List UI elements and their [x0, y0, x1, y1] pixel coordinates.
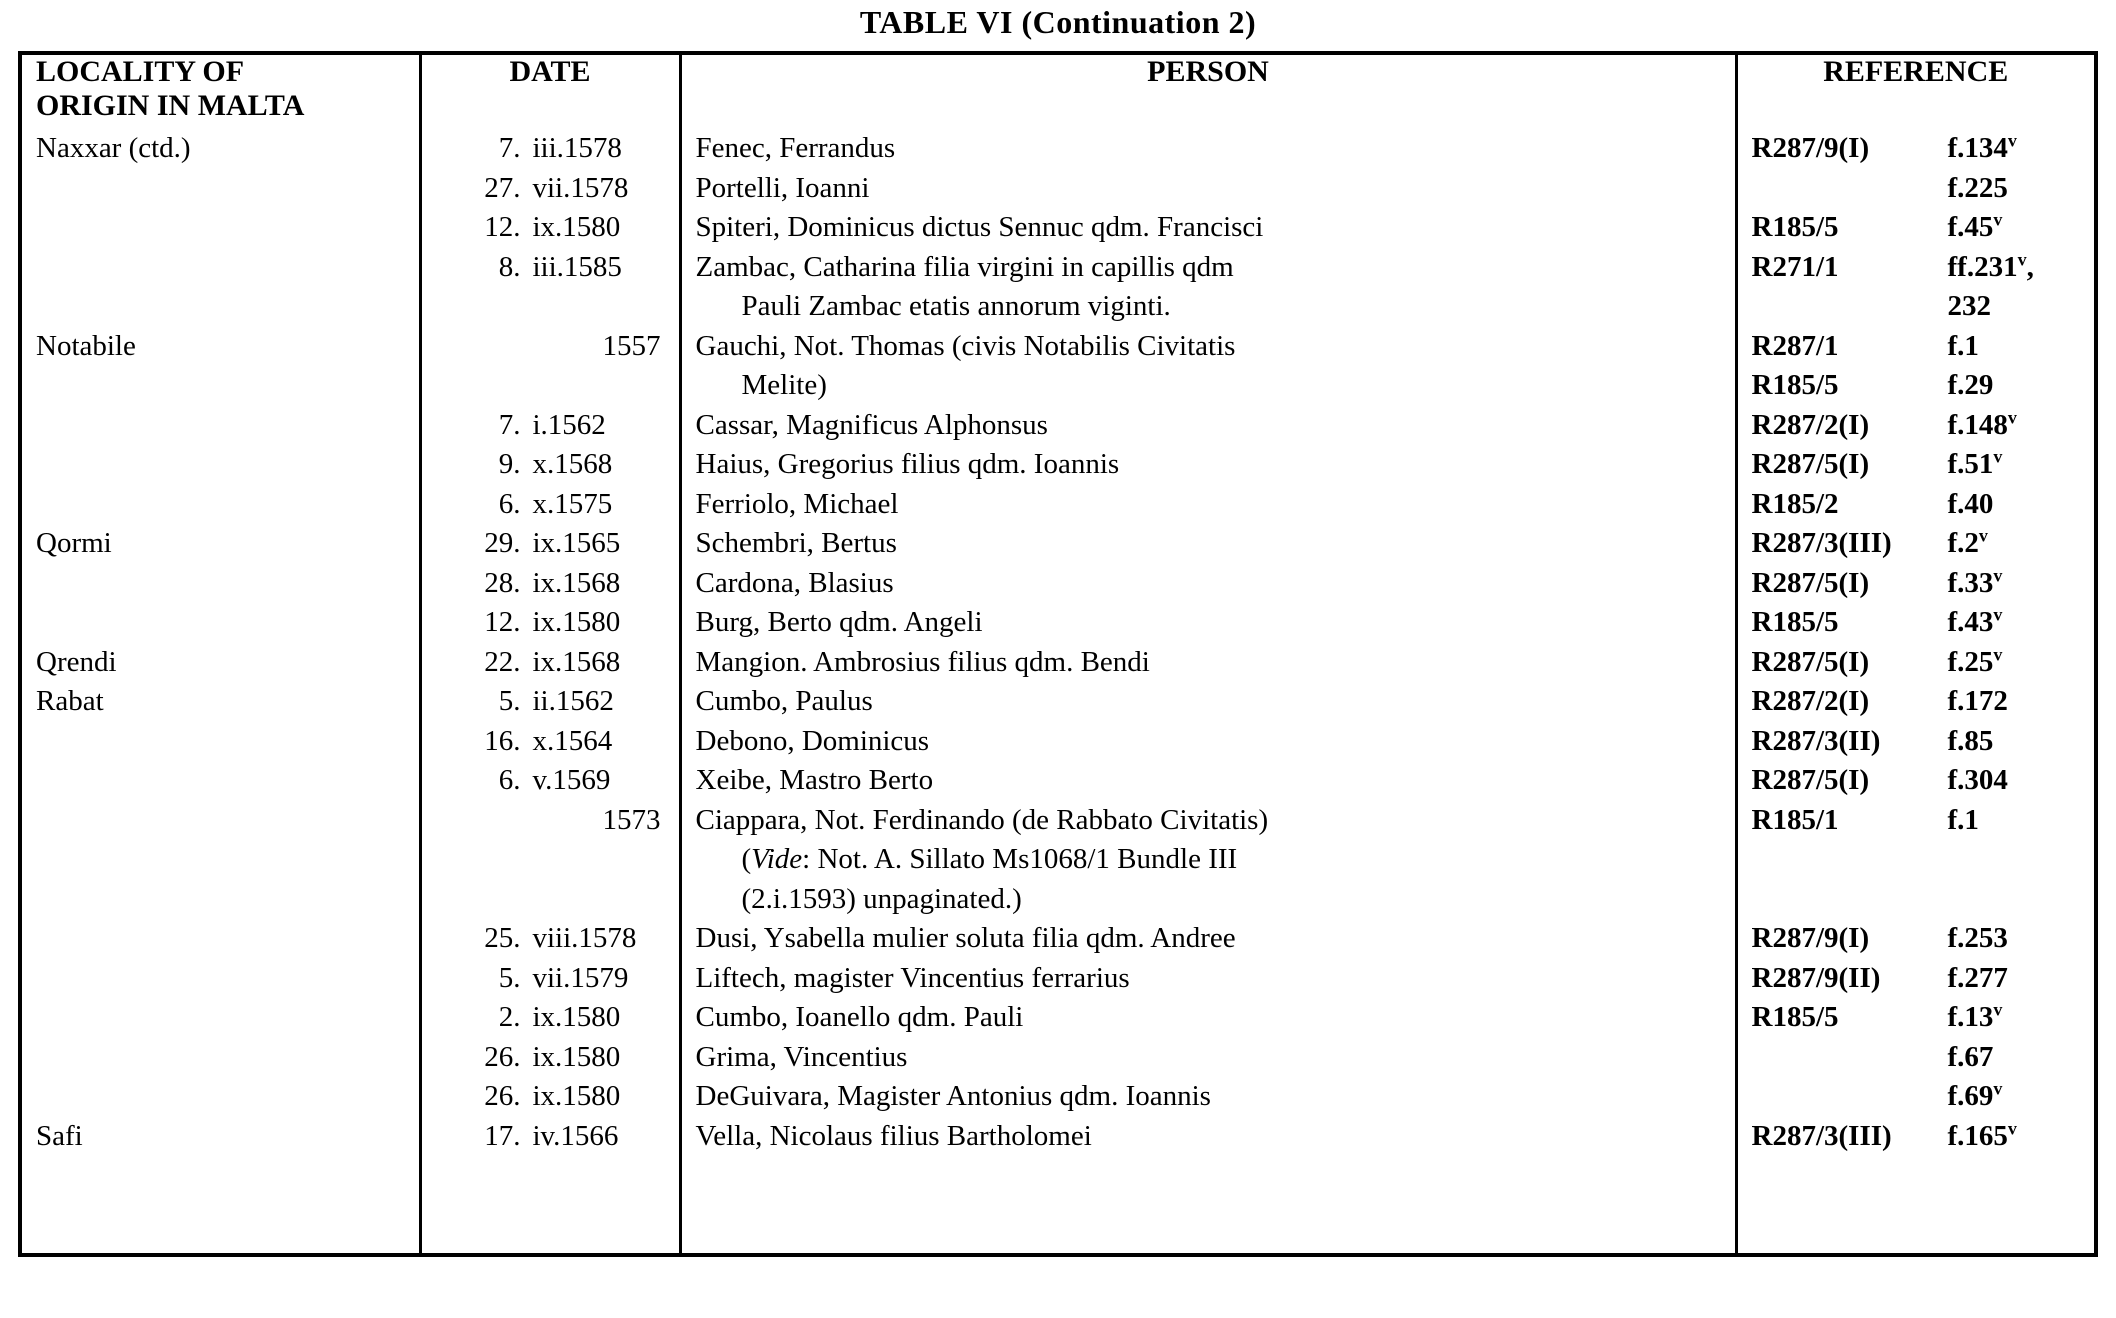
date-cell: 7. i.1562 [498, 408, 606, 441]
locality-cell: Qrendi [36, 645, 117, 678]
reference-cell: R287/2(I) f.148$^v$ [1751, 407, 2017, 441]
date-cell [428, 287, 665, 327]
reference-cell: R287/1 f.1 [1751, 329, 1979, 362]
date-cell: 27. vii.1578 [484, 171, 629, 204]
reference-cell: R287/5(I) f.51$^v$ [1751, 446, 2003, 481]
date-cell: 2. ix.1580 [498, 1001, 621, 1034]
locality-cell [36, 208, 413, 248]
locality-cell [36, 287, 413, 327]
date-column [420, 122, 680, 1255]
locality-cell [36, 959, 413, 999]
person-cell: Pauli Zambac etatis annorum viginti. [741, 290, 1171, 323]
person-cell: Liftech, magister Vincentius ferrarius [695, 961, 1130, 994]
person-cell: Gauchi, Not. Thomas (civis Notabilis Civitatis [695, 329, 1236, 362]
date-cell: 16. x.1564 [484, 724, 613, 757]
reference-cell: R287/3(III) f.165$^v$ [1751, 1118, 2017, 1152]
person-cell: Cardona, Blasius [695, 566, 894, 599]
reference-cell: R185/1 f.1 [1751, 803, 1979, 836]
locality-cell [36, 761, 413, 801]
date-cell: 26. ix.1580 [484, 1040, 621, 1073]
reference-cell [1752, 840, 2087, 880]
locality-cell: Qormi [36, 527, 112, 560]
reference-cell: R287/3(III) f.2$^v$ [1751, 525, 1988, 560]
locality-cell [36, 1038, 413, 1078]
person-cell: (Vide: Not. A. Sillato Ms1068/1 Bundle III [741, 843, 1238, 876]
reference-cell: 232 [1947, 290, 1991, 323]
reference-column [1736, 122, 2096, 1255]
reference-cell: R185/5 f.43$^v$ [1751, 604, 2003, 639]
locality-cell [36, 248, 413, 288]
date-cell: 6. v.1569 [498, 764, 611, 797]
person-cell: Melite) [741, 369, 827, 402]
header-locality-line2: ORIGIN IN MALTA [36, 88, 305, 122]
date-cell: 8. iii.1585 [498, 250, 622, 283]
locality-cell [36, 1077, 413, 1117]
locality-cell [36, 366, 413, 406]
locality-cell [36, 169, 413, 209]
locality-cell [36, 485, 413, 525]
reference-cell: R287/9(I) f.253 [1751, 922, 2008, 955]
person-cell: Debono, Dominicus [695, 724, 930, 757]
person-column [680, 122, 1736, 1255]
reference-cell: R185/5 f.29 [1751, 369, 1994, 402]
person-cell: Ferriolo, Michael [695, 487, 899, 520]
date-cell: 6. x.1575 [498, 487, 613, 520]
person-cell: Spiteri, Dominicus dictus Sennuc qdm. Francisci [695, 211, 1264, 244]
locality-cell [36, 840, 413, 880]
date-cell: 12. ix.1580 [484, 211, 621, 244]
person-cell: Zambac, Catharina filia virgini in capillis qdm [695, 250, 1234, 283]
person-cell: Dusi, Ysabella mulier soluta filia qdm. Andree [695, 922, 1236, 955]
blank-line [36, 1196, 413, 1236]
reference-cell: f.225 [1947, 171, 2008, 204]
reference-cell: R287/9(I) f.134$^v$ [1751, 130, 2017, 165]
date-cell: 5. ii.1562 [498, 685, 614, 718]
locality-cell [36, 998, 413, 1038]
blank-line [1752, 1196, 2087, 1236]
date-cell: 9. x.1568 [498, 448, 613, 481]
header-date: DATE [509, 55, 591, 88]
person-cell: Portelli, Ioanni [695, 171, 870, 204]
date-cell: 26. ix.1580 [484, 1080, 621, 1113]
blank-line [1752, 1156, 2087, 1196]
person-cell: Cassar, Magnificus Alphonsus [695, 408, 1048, 441]
table-vi [18, 51, 2098, 1257]
reference-cell: f.67 [1947, 1040, 1994, 1073]
date-cell: 12. ix.1580 [484, 606, 621, 639]
date-cell: 29. ix.1565 [484, 527, 621, 560]
person-cell: Xeibe, Mastro Berto [695, 764, 934, 797]
header-person: PERSON [1147, 55, 1269, 88]
blank-line [36, 1156, 413, 1196]
date-cell [428, 366, 665, 406]
date-cell: 7. iii.1578 [498, 132, 622, 165]
person-cell: (2.i.1593) unpaginated.) [741, 882, 1022, 915]
date-cell [428, 840, 665, 880]
locality-cell: Notabile [36, 329, 136, 362]
reference-cell [1752, 880, 2087, 920]
table-header [20, 53, 2096, 122]
reference-cell: R287/5(I) f.33$^v$ [1751, 565, 2003, 599]
date-cell [428, 880, 665, 920]
reference-cell: R185/2 f.40 [1751, 487, 1994, 520]
date-cell: 1573 [602, 803, 661, 836]
reference-cell: R287/2(I) f.172 [1751, 685, 2008, 718]
locality-cell [36, 722, 413, 762]
blank-line [428, 1156, 665, 1196]
person-cell: Mangion. Ambrosius filius qdm. Bendi [695, 645, 1150, 678]
person-cell: Grima, Vincentius [695, 1040, 908, 1073]
locality-cell: Naxxar (ctd.) [36, 132, 191, 165]
date-cell: 28. ix.1568 [484, 566, 621, 599]
reference-cell: R287/3(II) f.85 [1751, 724, 1994, 757]
locality-cell [36, 445, 413, 485]
reference-cell: R287/9(II) f.277 [1751, 961, 2008, 994]
locality-cell [36, 919, 413, 959]
person-cell: Haius, Gregorius filius qdm. Ioannis [695, 448, 1120, 481]
person-cell: Schembri, Bertus [695, 527, 897, 560]
reference-cell: R185/5 f.45$^v$ [1751, 209, 2003, 244]
locality-cell: Rabat [36, 685, 104, 718]
person-cell: Vella, Nicolaus filius Bartholomei [695, 1119, 1092, 1152]
person-cell: Ciappara, Not. Ferdinando (de Rabbato Civitatis) [695, 803, 1269, 836]
date-cell: 5. vii.1579 [498, 961, 629, 994]
date-cell: 25. viii.1578 [484, 922, 637, 955]
locality-cell [36, 406, 413, 446]
reference-cell: R185/5 f.13$^v$ [1751, 999, 2003, 1034]
person-cell: Cumbo, Ioanello qdm. Pauli [695, 1001, 1024, 1034]
reference-cell: R287/5(I) f.304 [1751, 764, 2008, 797]
locality-cell [36, 801, 413, 841]
person-cell: Burg, Berto qdm. Angeli [695, 606, 983, 639]
page-title: TABLE VI (Continuation 2) [859, 4, 1257, 40]
reference-cell: f.69$^v$ [1947, 1078, 2003, 1113]
locality-column [20, 122, 420, 1255]
date-cell: 22. ix.1568 [484, 645, 621, 678]
header-locality-line1: LOCALITY OF [36, 55, 245, 88]
person-cell: DeGuivara, Magister Antonius qdm. Ioannis [695, 1080, 1211, 1113]
locality-cell: Safi [36, 1119, 83, 1152]
header-reference: REFERENCE [1823, 55, 2009, 88]
header-locality [20, 53, 420, 122]
blank-line [696, 1196, 1727, 1236]
person-cell: Cumbo, Paulus [695, 685, 873, 718]
blank-line [428, 1196, 665, 1236]
locality-cell [36, 603, 413, 643]
locality-cell [36, 564, 413, 604]
person-cell: Fenec, Ferrandus [695, 132, 896, 165]
table-body [20, 122, 2096, 1255]
blank-line [696, 1156, 1727, 1196]
date-cell: 1557 [602, 329, 661, 362]
reference-cell: R271/1 ff.231$^v$, [1751, 249, 2034, 283]
locality-cell [36, 880, 413, 920]
date-cell: 17. iv.1566 [484, 1119, 619, 1152]
reference-cell: R287/5(I) f.25$^v$ [1751, 644, 2003, 678]
